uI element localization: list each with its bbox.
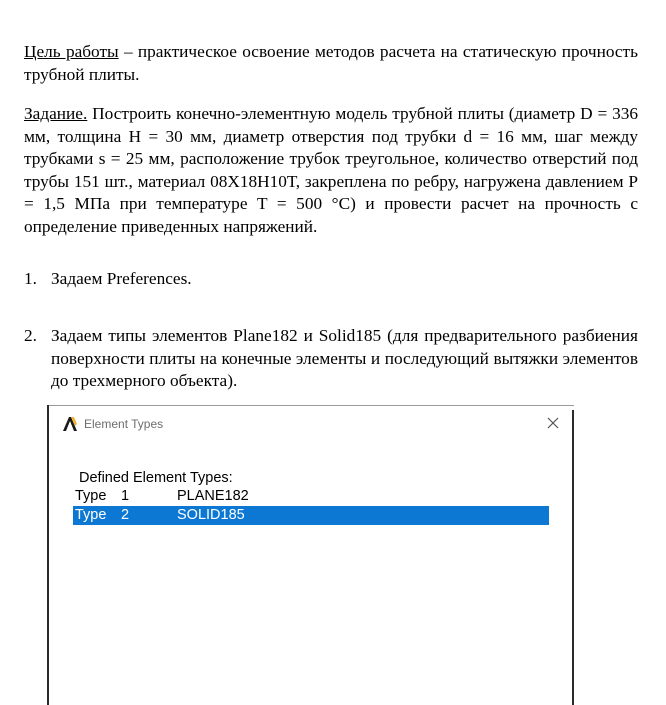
step-2-text: Задаем типы элементов Plane182 и Solid185 (для предварительного разбиения поверхности плиты на конечные элементы и последующий вытяжки элементов до трехмерного объекта). [51, 326, 638, 390]
dialog-body [49, 442, 572, 705]
goal-text: – практическое освоение методов расчета на статическую прочность трубной плиты. [24, 42, 638, 84]
row-number: 2 [121, 507, 130, 523]
row-element-name: PLANE182 [177, 488, 249, 504]
dialog-title: Element Types [84, 417, 164, 431]
step-2-number: 2. [24, 326, 37, 345]
step-1 [24, 268, 638, 291]
defined-types-label: Defined Element Types: [79, 470, 233, 486]
list-item[interactable] [73, 487, 549, 506]
row-element-name: SOLID185 [177, 507, 245, 523]
element-types-list[interactable] [73, 487, 549, 705]
list-item[interactable] [73, 506, 549, 525]
row-type: Type [75, 488, 107, 504]
step-1-text: Задаем Preferences. [51, 269, 192, 288]
row-number: 1 [121, 488, 130, 504]
step-2 [24, 325, 638, 393]
dialog-titlebar[interactable] [49, 406, 572, 442]
goal-label: Цель работы [24, 42, 119, 61]
element-types-screenshot [47, 405, 574, 705]
task-text: Построить конечно-элементную модель трубной плиты (диаметр D = 336 мм, толщина H = 30 мм, диаметр отверстия под трубки d = 16 мм, шаг между трубками s = 25 мм, расположение трубок треугольное, количество отверстий под трубы 151 шт., материал 08Х18Н10Т, закреплена по ребру, нагружена давлением P = 1,5 МПа при температуре T = 500 °С) и провести расчет на прочность с определение приведенных напряжений. [24, 104, 638, 236]
row-type: Type [75, 507, 107, 523]
close-icon[interactable] [544, 414, 562, 432]
screenshot-right-border [572, 410, 574, 705]
ansys-logo-icon [62, 416, 78, 432]
task-paragraph [24, 103, 638, 238]
goal-paragraph [24, 41, 638, 86]
step-1-number: 1. [24, 269, 37, 288]
task-label: Задание. [24, 104, 88, 123]
